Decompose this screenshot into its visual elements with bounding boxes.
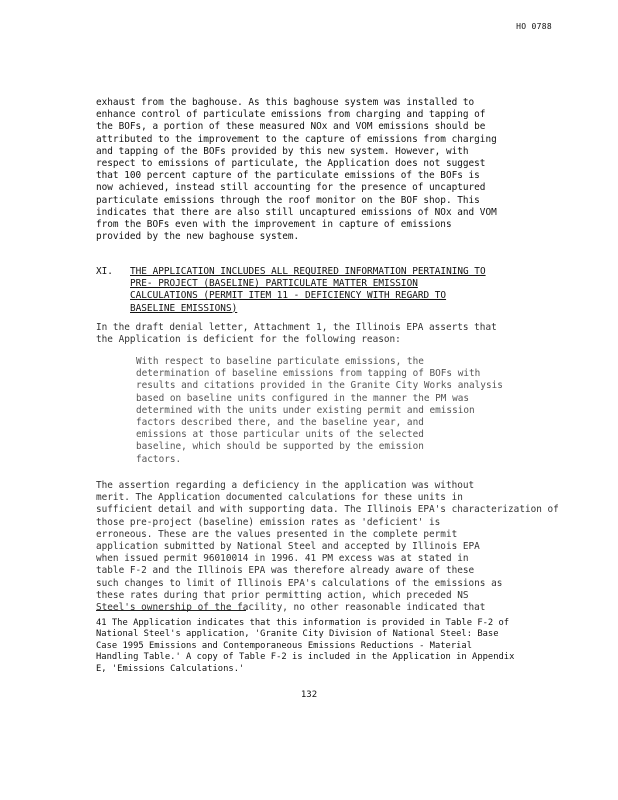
footnote-divider — [96, 610, 246, 611]
text-line: the BOFs, a portion of these measured NOx and VOM emissions should be — [96, 121, 486, 133]
text-line: these rates during that prior permitting action, which preceded NS — [96, 589, 469, 601]
text-line: respect to emissions of particulate, the Application does not suggest — [96, 158, 486, 170]
paragraph-denial-letter — [96, 322, 497, 346]
text-line: that 100 percent capture of the particulate emissions of the BOFs is — [96, 170, 480, 182]
text-line: indicates that there are also still uncaptured emissions of NOx and VOM — [96, 206, 497, 218]
text-line: determined with the units under existing permit and emission — [136, 404, 475, 416]
text-line: those pre-project (baseline) emission rates as 'deficient' is — [96, 516, 441, 528]
text-line: from the BOFs even with the improvement in capture of emissions — [96, 219, 452, 231]
text-line: and tapping of the BOFs provided by this new system. However, with — [96, 145, 469, 157]
footnote — [96, 618, 514, 675]
text-line: exhaust from the baghouse. As this baghouse system was installed to — [96, 97, 475, 108]
text-line: Steel's ownership of the facility, no other reasonable indicated that — [96, 602, 486, 614]
text-line: CALCULATIONS (PERMIT ITEM 11 - DEFICIENCY WITH REGARD TO — [130, 290, 447, 302]
text-line: The assertion regarding a deficiency in the application was without — [96, 480, 475, 491]
text-line: 41 The Application indicates that this information is provided in Table F-2 of — [96, 618, 510, 628]
text-line: results and citations provided in the Granite City Works analysis — [136, 380, 503, 392]
paragraph-assertion — [96, 480, 559, 614]
text-line: sufficient detail and with supporting data. The Illinois EPA's characterization of — [96, 504, 559, 516]
text-line: when issued permit 96010014 in 1996. 41 PM excess was at stated in — [96, 553, 469, 565]
text-line: Case 1995 Emissions and Contemporaneous Emissions Reductions - Material — [96, 640, 473, 651]
text-line: PRE- PROJECT (BASELINE) PARTICULATE MATTER EMISSION — [130, 278, 418, 290]
document-id: HO 0788 — [516, 22, 552, 31]
section-number: XI. — [96, 266, 113, 277]
text-line: baseline, which should be supported by the emission — [136, 441, 424, 453]
text-line: now achieved, instead still accounting for the presence of uncaptured — [96, 182, 486, 194]
section-heading — [130, 266, 486, 315]
text-line: National Steel's application, 'Granite City Division of National Steel: Base — [96, 629, 499, 640]
text-line: determination of baseline emissions from tapping of BOFs with — [136, 368, 481, 380]
text-line: erroneous. These are the values presented in the complete permit — [96, 528, 458, 540]
text-line: In the draft denial letter, Attachment 1, the Illinois EPA asserts that — [96, 322, 497, 333]
text-line: emissions at those particular units of the selected — [136, 429, 424, 441]
text-line: factors. — [136, 453, 182, 465]
text-line: E, 'Emissions Calculations.' — [96, 663, 245, 674]
text-line: application submitted by National Steel and accepted by Illinois EPA — [96, 541, 480, 553]
text-line: factors described there, and the baseline year, and — [136, 417, 424, 429]
text-line: particulate emissions through the roof monitor on the BOF shop. This — [96, 194, 480, 206]
text-line: attributed to the improvement to the capture of emissions from charging — [96, 133, 497, 145]
text-line: With respect to baseline particulate emissions, the — [136, 356, 424, 367]
text-line: BASELINE EMISSIONS) — [130, 302, 238, 314]
text-line: provided by the new baghouse system. — [96, 231, 300, 243]
text-line: merit. The Application documented calculations for these units in — [96, 492, 463, 504]
text-line: enhance control of particulate emissions from charging and tapping of — [96, 109, 486, 121]
text-line: based on baseline units configured in the manner the PM was — [136, 392, 470, 404]
page-number: 132 — [300, 690, 318, 700]
text-line: Handling Table.' A copy of Table F-2 is included in the Application in Appendix — [96, 652, 515, 663]
text-line: such changes to limit of Illinois EPA's calculations of the emissions as — [96, 577, 503, 589]
block-quote — [136, 356, 503, 466]
paragraph-baghouse — [96, 97, 497, 243]
text-line: table F-2 and the Illinois EPA was therefore already aware of these — [96, 565, 475, 577]
text-line: THE APPLICATION INCLUDES ALL REQUIRED INFORMATION PERTAINING TO — [130, 266, 486, 277]
text-line: the Application is deficient for the following reason: — [96, 334, 401, 346]
